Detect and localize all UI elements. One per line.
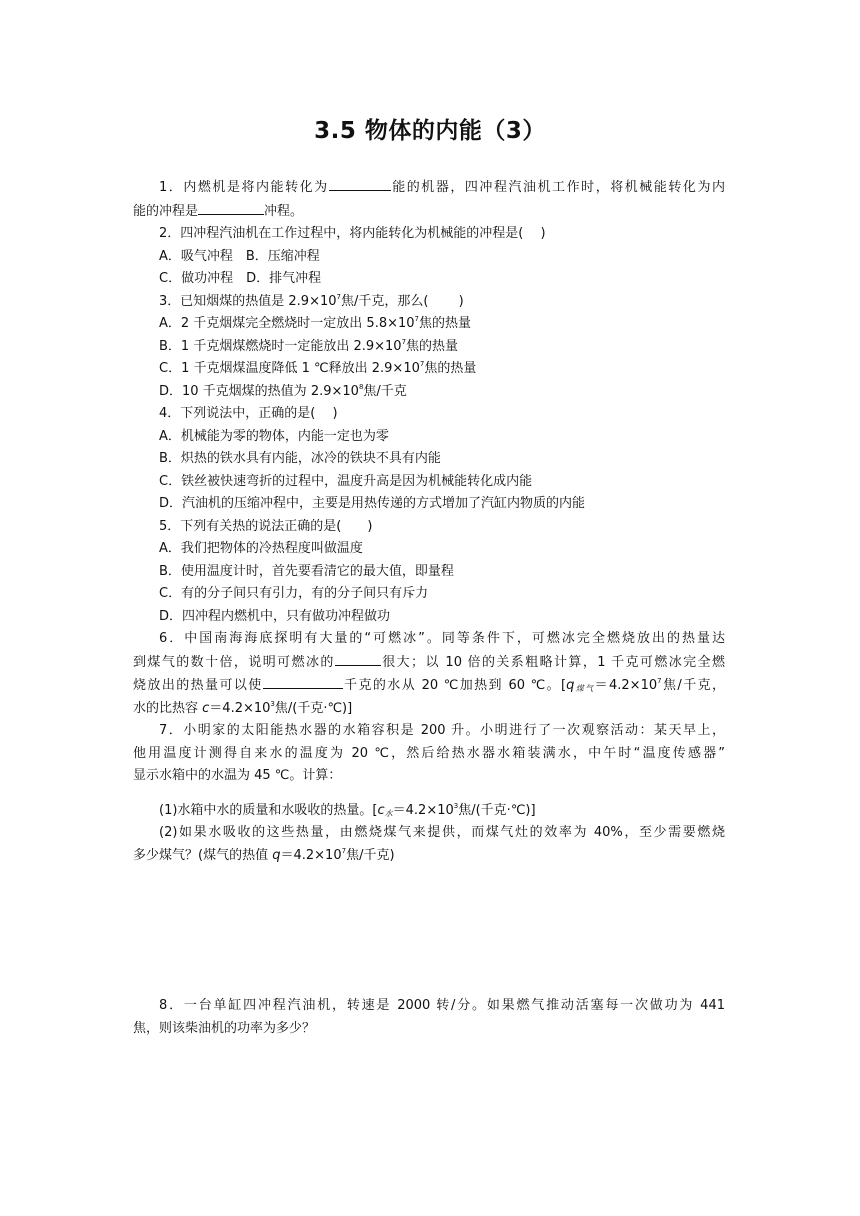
question-5-option-d: D．四冲程内燃机中，只有做功冲程做功 bbox=[159, 608, 391, 624]
answer-blank bbox=[198, 200, 264, 215]
question-6-line-3 bbox=[133, 674, 725, 698]
question-1-text: 冲程。 bbox=[264, 203, 304, 219]
symbol: q bbox=[566, 678, 575, 693]
question-3-option-d bbox=[133, 381, 725, 404]
text: 焦/(千克·℃)] bbox=[274, 700, 353, 716]
question-5-stem: 5．下列有关热的说法正确的是( ) bbox=[159, 518, 373, 534]
text: 焦/千克，那么( ) bbox=[340, 293, 464, 309]
text: (1)水箱中水的质量和水吸收的热量。[ bbox=[159, 802, 378, 818]
question-4-stem: 4．下列说法中，正确的是( ) bbox=[159, 406, 338, 421]
text: C．1 千克烟煤温度降低 1 ℃释放出 2.9×10 bbox=[159, 361, 420, 376]
question-3-option-b bbox=[133, 336, 725, 359]
question-4-option-a: A．机械能为零的物体，内能一定也为零 bbox=[159, 428, 389, 444]
question-4-option-d: D．汽油机的压缩冲程中，主要是用热传递的方式增加了汽缸内物质的内能 bbox=[159, 496, 586, 511]
question-3-stem bbox=[133, 291, 725, 314]
question-1-line-1 bbox=[133, 176, 725, 200]
exponent: 3 bbox=[453, 801, 459, 810]
question-7-line-2: 他用温度计测得自来水的温度为 20 ℃，然后给热水器水箱装满水，中午时“温度传感器” bbox=[133, 745, 725, 761]
text: 焦/千克， bbox=[661, 678, 726, 693]
text: 到煤气的数十倍，说明可燃冰的 bbox=[133, 654, 335, 670]
text: 焦的热量 bbox=[406, 338, 459, 354]
question-5-option-a: A．我们把物体的冷热程度叫做温度 bbox=[159, 541, 363, 556]
text: 焦的热量 bbox=[419, 316, 472, 331]
text: 焦/(千克·℃)] bbox=[458, 802, 536, 818]
question-6-line-2 bbox=[133, 651, 725, 675]
page-title: 3.5 物体的内能（3） bbox=[314, 118, 546, 144]
question-6-line-1: 6．中国南海海底探明有大量的“可燃冰”。同等条件下，可燃冰完全燃烧放出的热量达 bbox=[159, 631, 725, 646]
answer-blank bbox=[263, 674, 343, 689]
question-7-part-1 bbox=[133, 800, 725, 823]
exponent: 3 bbox=[270, 699, 275, 708]
spacer bbox=[133, 788, 725, 800]
subscript: 煤气 bbox=[574, 684, 595, 693]
text: 多少煤气？(煤气的热值 bbox=[133, 847, 273, 863]
question-3-option-c bbox=[133, 358, 725, 381]
question-2-options-ab: A．吸气冲程 B．压缩冲程 bbox=[159, 248, 320, 264]
question-5-option-c: C．有的分子间只有引力，有的分子间只有斥力 bbox=[159, 586, 429, 601]
symbol: q bbox=[272, 847, 281, 863]
question-4-option-b: B．炽热的铁水具有内能，冰冷的铁块不具有内能 bbox=[159, 451, 441, 466]
question-5-option-b: B．使用温度计时，首先要看清它的最大值，即量程 bbox=[159, 563, 454, 579]
question-list bbox=[133, 176, 725, 1040]
question-1-text: 能的冲程是 bbox=[133, 203, 199, 219]
text: 焦的热量 bbox=[424, 361, 477, 376]
question-2-stem: 2．四冲程汽油机在工作过程中，将内能转化为机械能的冲程是( ) bbox=[159, 226, 546, 241]
question-7-line-3: 显示水箱中的水温为 45 ℃。计算： bbox=[133, 768, 342, 783]
exponent: 7 bbox=[414, 315, 420, 323]
text: 烧放出的热量可以使 bbox=[133, 678, 263, 693]
text: 水的比热容 bbox=[133, 700, 203, 716]
question-6-line-4 bbox=[133, 698, 725, 721]
exponent: 7 bbox=[401, 337, 407, 346]
answer-space bbox=[133, 867, 725, 995]
exponent: 7 bbox=[336, 292, 341, 301]
answer-blank bbox=[329, 176, 391, 191]
question-8-line-1: 8．一台单缸四冲程汽油机，转速是 2000 转/分。如果燃气推动活塞每一次做功为 441 bbox=[159, 998, 725, 1013]
text: ＝4.2×10 bbox=[280, 847, 342, 863]
text: 焦/千克) bbox=[346, 847, 395, 863]
text: 很大；以 10 倍的关系粗略计算，1 千克可燃冰完全燃 bbox=[380, 654, 725, 670]
question-1-text: 能的机器，四冲程汽油机工作时，将机械能转化为内 bbox=[390, 180, 725, 195]
text: 焦/千克 bbox=[363, 383, 407, 399]
text: ＝4.2×10 bbox=[392, 802, 454, 818]
exponent: 8 bbox=[358, 382, 364, 391]
question-8-line-2: 焦，则该柴油机的功率为多少？ bbox=[133, 1020, 316, 1036]
exponent: 7 bbox=[419, 360, 425, 368]
question-4-option-c: C．铁丝被快速弯折的过程中，温度升高是因为机械能转化成内能 bbox=[159, 473, 533, 489]
exponent: 7 bbox=[657, 677, 662, 685]
question-7-line-1: 7．小明家的太阳能热水器的水箱容积是 200 升。小明进行了一次观察活动：某天早上， bbox=[159, 723, 725, 738]
text: B．1 千克烟煤燃烧时一定能放出 2.9×10 bbox=[159, 338, 402, 354]
symbol: c bbox=[202, 700, 210, 716]
question-1-text: 1．内燃机是将内能转化为 bbox=[159, 180, 329, 195]
question-7-part-2-line-2 bbox=[133, 845, 725, 868]
text: ＝4.2×10 bbox=[594, 678, 658, 693]
answer-blank bbox=[335, 651, 381, 666]
question-3-option-a bbox=[133, 313, 725, 336]
text: A．2 千克烟煤完全燃烧时一定放出 5.8×10 bbox=[159, 316, 415, 331]
text: D．10 千克烟煤的热值为 2.9×10 bbox=[159, 383, 359, 399]
text: 千克的水从 20 ℃加热到 60 ℃。[ bbox=[342, 678, 567, 693]
symbol: c bbox=[377, 802, 385, 818]
exponent: 7 bbox=[341, 846, 347, 855]
question-7-part-2-line-1: (2)如果水吸收的这些热量，由燃烧煤气来提供，而煤气灶的效率为 40%，至少需要燃烧 bbox=[159, 825, 725, 840]
text: ＝4.2×10 bbox=[209, 700, 271, 716]
subscript: 水 bbox=[384, 808, 393, 818]
question-2-options-cd: C．做功冲程 D．排气冲程 bbox=[159, 271, 322, 286]
question-1-line-2 bbox=[133, 200, 725, 224]
text: 3．已知烟煤的热值是 2.9×10 bbox=[159, 293, 337, 309]
